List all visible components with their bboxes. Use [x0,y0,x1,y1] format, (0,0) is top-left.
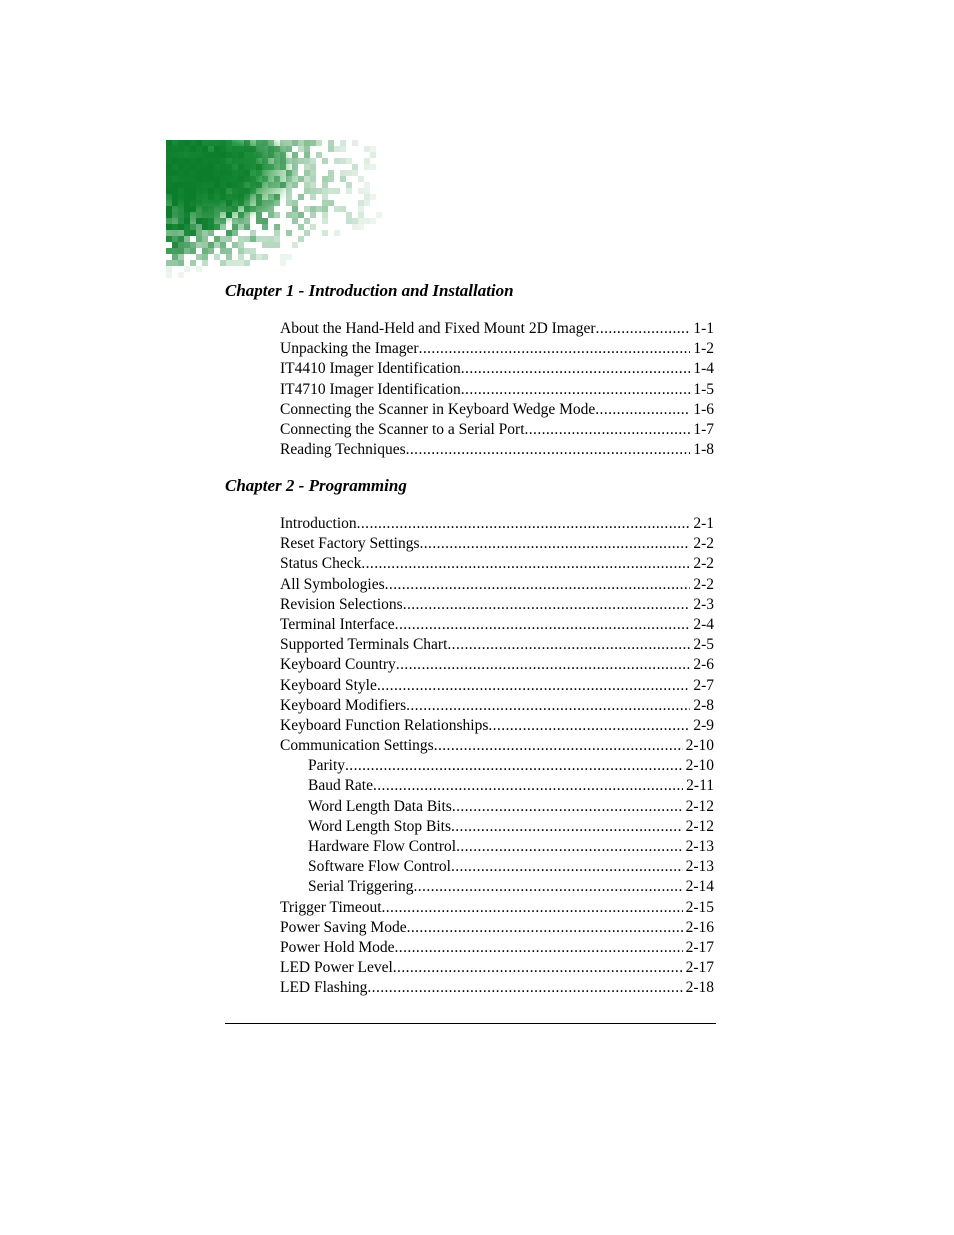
toc-entry-page: 2-4 [693,615,714,633]
toc-leader-dots [396,655,691,675]
toc-leader-dots [406,696,690,716]
toc-entry-page: 1-4 [693,360,714,378]
toc-entry-page: 2-5 [693,636,714,654]
toc-entry-page: 2-3 [693,595,714,613]
toc-entry[interactable] [280,400,714,420]
toc-entry[interactable] [280,514,714,534]
toc-entry[interactable] [280,918,714,938]
toc-entry-title: Software Flow Control [308,858,451,876]
toc-entry-title: IT4410 Imager Identification [280,360,461,378]
toc-entry-page: 2-13 [685,838,714,855]
toc-leader-dots [452,797,683,817]
toc-entry-title: Keyboard Modifiers [280,696,407,714]
toc-entry-page: 2-13 [685,858,714,876]
chapter-header-graphic [166,140,382,278]
toc-entry[interactable] [280,440,714,460]
toc-entry-title: Serial Triggering [308,878,414,896]
toc-entry-title: Terminal Interface [280,615,395,633]
toc-entry-title: Power Hold Mode [280,938,395,956]
toc-entry-page: 1-1 [693,320,714,337]
toc-entry-title: LED Flashing [280,979,368,997]
chapter-1-toc [280,319,714,460]
toc-leader-dots [461,380,691,400]
toc-entry[interactable] [280,797,714,817]
toc-leader-dots [451,857,683,877]
toc-entry-page: 2-7 [693,676,714,694]
toc-leader-dots [377,676,690,696]
toc-leader-dots [419,339,691,359]
toc-entry-title: Hardware Flow Control [308,838,457,855]
toc-entry-title: Reading Techniques [280,441,406,459]
toc-leader-dots [395,938,683,958]
toc-entry-title: All Symbologies [280,575,385,593]
toc-entry-title: Revision Selections [280,595,403,613]
toc-entry-page: 2-10 [685,757,714,775]
toc-leader-dots [345,756,683,776]
toc-entry-title: Connecting the Scanner in Keyboard Wedge Mode [280,400,596,418]
toc-entry-title: Baud Rate [308,777,373,795]
toc-leader-dots [488,716,690,736]
toc-leader-dots [420,534,691,554]
toc-leader-dots [451,817,683,837]
toc-entry-page: 2-11 [686,777,714,795]
toc-entry-title: Word Length Data Bits [308,797,452,815]
toc-entry-page: 2-2 [693,535,714,553]
toc-entry-page: 2-10 [685,737,714,755]
toc-entry-title: Keyboard Style [280,676,377,694]
toc-entry[interactable] [280,339,714,359]
toc-entry-page: 1-6 [693,400,714,418]
toc-entry[interactable] [280,635,714,655]
toc-entry-page: 2-9 [693,716,714,734]
toc-entry[interactable] [280,534,714,554]
toc-entry-title: Keyboard Function Relationships [280,716,489,734]
toc-entry[interactable] [280,958,714,978]
toc-entry[interactable] [280,978,714,998]
toc-leader-dots [456,837,682,857]
toc-leader-dots [403,595,691,615]
bottom-rule [225,1023,716,1024]
toc-entry[interactable] [280,898,714,918]
toc-entry-page: 2-1 [693,515,714,532]
toc-entry[interactable] [280,575,714,595]
toc-entry-title: Keyboard Country [280,656,396,674]
toc-entry[interactable] [280,817,714,837]
toc-entry[interactable] [280,359,714,379]
toc-entry-title: Trigger Timeout [280,898,382,916]
toc-leader-dots [525,420,691,440]
toc-entry-page: 2-8 [693,696,714,714]
toc-entry[interactable] [280,420,714,440]
toc-leader-dots [447,635,690,655]
toc-entry-title: Connecting the Scanner to a Serial Port [280,420,525,438]
toc-entry-page: 2-17 [685,938,714,956]
toc-entry-title: Introduction [280,515,357,532]
toc-entry-page: 2-18 [685,979,714,997]
toc-entry-title: About the Hand-Held and Fixed Mount 2D Imager [280,320,596,337]
toc-entry-title: Reset Factory Settings [280,535,420,553]
toc-leader-dots [361,554,690,574]
toc-entry-page: 1-2 [693,340,714,358]
toc-entry-title: Unpacking the Imager [280,340,419,358]
chapter-2-title: Chapter 2 - Programming [225,476,407,495]
toc-leader-dots [461,359,691,379]
toc-entry-page: 2-14 [685,878,714,896]
toc-entry-page: 1-7 [693,420,714,438]
toc-entry-title: IT4710 Imager Identification [280,380,461,398]
toc-entry[interactable] [280,938,714,958]
toc-entry[interactable] [280,554,714,574]
toc-entry[interactable] [280,655,714,675]
toc-leader-dots [414,877,683,897]
toc-entry-page: 2-6 [693,656,714,674]
toc-entry[interactable] [280,319,714,339]
toc-entry[interactable] [280,877,714,897]
toc-entry-title: Status Check [280,555,362,573]
toc-entry-page: 2-2 [693,555,714,573]
toc-leader-dots [373,776,683,796]
toc-leader-dots [406,440,691,460]
toc-leader-dots [385,575,691,595]
chapter-1-title: Chapter 1 - Introduction and Installation [225,281,514,300]
toc-entry[interactable] [280,716,714,736]
toc-entry[interactable] [280,595,714,615]
toc-entry-page: 1-8 [693,441,714,459]
toc-entry-page: 1-5 [693,380,714,398]
toc-entry[interactable] [280,615,714,635]
toc-entry[interactable] [280,736,714,756]
toc-leader-dots [434,736,683,756]
toc-leader-dots [395,615,691,635]
toc-leader-dots [596,319,691,339]
toc-entry[interactable] [280,380,714,400]
toc-entry-page: 2-2 [693,575,714,593]
toc-entry-page: 2-12 [685,817,714,835]
toc-leader-dots [357,514,691,534]
toc-entry-title: Word Length Stop Bits [308,817,451,835]
toc-entry-title: Supported Terminals Chart [280,636,448,654]
toc-entry-title: Communication Settings [280,737,434,755]
toc-entry[interactable] [280,837,714,857]
toc-entry-page: 2-17 [685,959,714,977]
chapter-2-toc [280,514,714,999]
toc-entry[interactable] [280,696,714,716]
toc-entry-page: 2-15 [685,898,714,916]
toc-entry-title: Power Saving Mode [280,918,407,936]
toc-leader-dots [367,978,682,998]
toc-leader-dots [382,898,683,918]
toc-entry[interactable] [280,776,714,796]
toc-entry[interactable] [280,676,714,696]
toc-leader-dots [407,918,683,938]
toc-entry-title: LED Power Level [280,959,393,977]
toc-entry-page: 2-16 [685,918,714,936]
toc-leader-dots [393,958,683,978]
toc-entry[interactable] [280,756,714,776]
toc-entry-page: 2-12 [685,797,714,815]
toc-entry-title: Parity [308,757,346,775]
toc-leader-dots [595,400,690,420]
toc-entry[interactable] [280,857,714,877]
